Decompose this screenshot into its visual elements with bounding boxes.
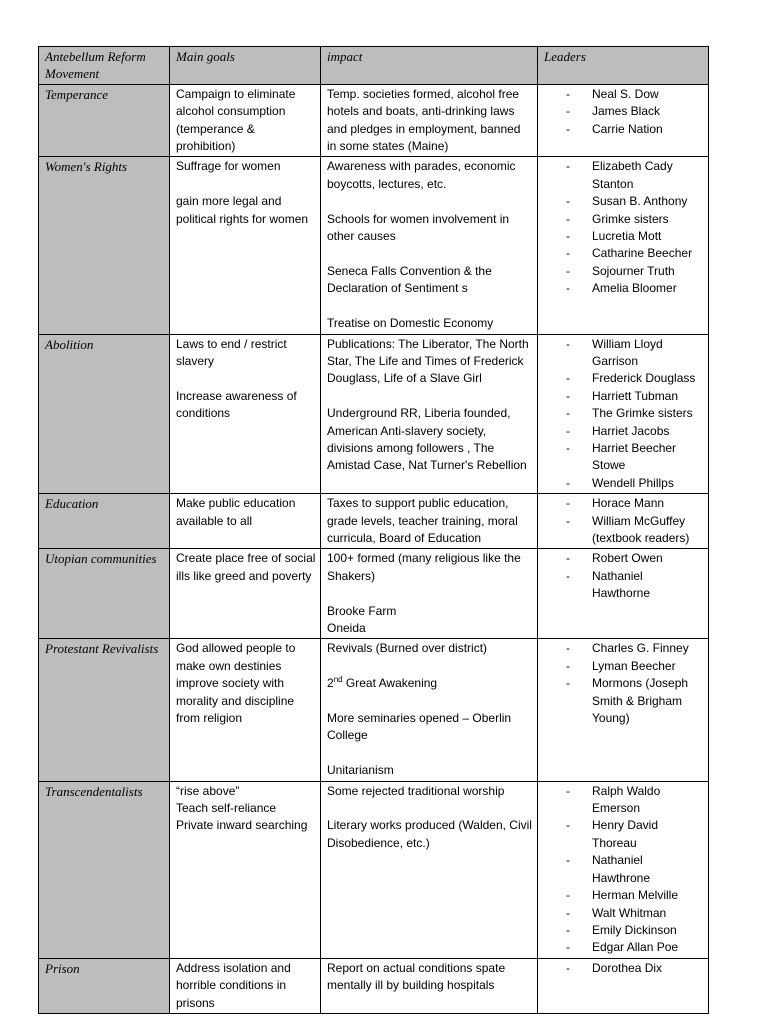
goals-cell [170,639,321,781]
table-body [39,84,709,1013]
impact-line: Treatise on Domestic Economy [327,316,494,331]
impact-line: Report on actual conditions spate mentally ill by building hospitals [327,960,509,993]
leader-item: - Robert Owen [566,550,704,567]
table-row [39,84,709,157]
table-row [39,958,709,1013]
leader-item: - Elizabeth Cady Stanton [566,158,704,193]
header-impact: impact [321,47,538,85]
leaders-list [544,960,704,977]
impact-cell [321,639,538,781]
impact-line [327,658,533,675]
table-row [39,781,709,958]
leader-item: - Horace Mann [566,495,704,512]
goals-cell [170,157,321,334]
leader-item: - Susan B. Anthony [566,193,704,210]
header-movement: Antebellum Reform Movement [39,47,170,85]
leaders-cell [538,494,709,549]
goals-cell [170,334,321,494]
impact-line: Unitarianism [327,763,394,778]
impact-line: 2nd Great Awakening [327,675,438,691]
leader-item: - Lucretia Mott [566,228,704,245]
leader-item: - Nathaniel Hawthrone [566,852,704,887]
leader-item: - Catharine Beecher [566,245,704,262]
goals-cell [170,494,321,549]
goal-line: Increase awareness of conditions [176,388,301,421]
goal-line: God allowed people to make own destinies improve society with morality and discipline from religion [176,641,299,726]
header-row [39,47,709,85]
leader-item: - Charles G. Finney [566,640,704,657]
leader-item: - Carrie Nation [566,121,704,138]
leader-item: - Amelia Bloomer [566,280,704,297]
impact-line: Brooke Farm [327,603,397,618]
leaders-list [544,86,704,138]
leader-item: - Harriet Beecher Stowe [566,440,704,475]
leader-item: - Harriett Tubman [566,388,704,405]
goal-line: Make public education available to all [176,496,299,528]
impact-line: 100+ formed (many religious like the Shakers) [327,551,525,583]
goal-line: Address isolation and horrible conditions in prisons [176,960,295,1010]
leader-item: - Wendell Phillps [566,475,704,492]
leader-item: - Dorothea Dix [566,960,704,977]
table-row [39,334,709,494]
goal-line: Suffrage for women [176,159,281,174]
impact-line [327,298,533,315]
impact-line: Revivals (Burned over district) [327,641,488,656]
impact-line [327,693,533,710]
leader-item: - Walt Whitman [566,905,704,922]
goal-line: Private inward searching [176,818,308,833]
movement-cell: Protestant Revivalists [39,639,170,781]
leaders-list [544,783,704,957]
impact-cell [321,494,538,549]
leader-item: - Grimke sisters [566,211,704,228]
goal-line [176,370,316,387]
leader-item: - Harriet Jacobs [566,423,704,440]
impact-cell [321,334,538,494]
movement-cell: Women's Rights [39,157,170,334]
leaders-cell [538,334,709,494]
leader-item: - William Lloyd Garrison [566,336,704,371]
goal-line [176,176,316,193]
impact-line [327,745,533,762]
leader-item: - James Black [566,103,704,120]
leaders-list [544,336,704,493]
table-row [39,549,709,639]
impact-line: Literary works produced (Walden, Civil Disobedience, etc.) [327,818,536,850]
goals-cell [170,781,321,958]
impact-line: Publications: The Liberator, The North Star, The Life and Times of Frederick Douglass, Life of a Slave Girl [327,336,533,386]
leader-item: - Lyman Beecher [566,658,704,675]
leader-item: - Herman Melville [566,887,704,904]
impact-cell [321,84,538,157]
movement-cell: Transcendentalists [39,781,170,958]
impact-line [327,585,533,602]
impact-line [327,193,533,210]
impact-cell [321,958,538,1013]
goals-cell [170,958,321,1013]
impact-line [327,800,533,817]
impact-line: Taxes to support public education, grade levels, teacher training, moral curricula, Board of Education [327,496,522,545]
goal-line: Teach self-reliance [176,801,277,816]
leader-item: - Henry David Thoreau [566,817,704,852]
impact-cell [321,781,538,958]
impact-line: Underground RR, Liberia founded, American Anti-slavery society, divisions among followers , The Amistad Case, Nat Turner's Rebellion [327,406,527,473]
leaders-list [544,550,704,602]
leaders-cell [538,958,709,1013]
table-row [39,157,709,334]
goal-line: Create place free of social ills like greed and poverty [176,551,319,583]
impact-line: Seneca Falls Convention & the Declaration of Sentiment s [327,263,496,296]
leader-item: - Frederick Douglass [566,370,704,387]
leaders-cell [538,781,709,958]
movement-cell: Abolition [39,334,170,494]
leaders-cell [538,549,709,639]
goals-cell [170,549,321,639]
impact-line [327,388,533,405]
leaders-cell [538,157,709,334]
movement-cell: Education [39,494,170,549]
leaders-cell [538,84,709,157]
leaders-list [544,158,704,297]
impact-cell [321,157,538,334]
movement-cell: Temperance [39,84,170,157]
impact-line: Oneida [327,621,366,635]
impact-cell [321,549,538,639]
leader-item: - Emily Dickinson [566,922,704,939]
impact-line: Temp. societies formed, alcohol free hotels and boats, anti-drinking laws and pledges in employment, banned in some states (Maine) [327,86,524,154]
impact-line: More seminaries opened – Oberlin College [327,711,515,743]
leaders-cell [538,639,709,781]
movement-cell: Prison [39,958,170,1013]
leader-item: - Nathaniel Hawthorne [566,568,704,603]
table-row [39,494,709,549]
goal-line: Campaign to eliminate alcohol consumption (temperance & prohibition) [176,86,299,154]
leader-item: - Edgar Allan Poe [566,939,704,956]
impact-line: Schools for women involvement in other causes [327,211,513,244]
impact-line: Awareness with parades, economic boycotts, lectures, etc. [327,159,519,191]
goal-line: Laws to end / restrict slavery [176,336,291,368]
leaders-list [544,640,704,727]
impact-line [327,245,533,262]
movement-cell: Utopian communities [39,549,170,639]
table-row [39,639,709,781]
leader-item: - Ralph Waldo Emerson [566,783,704,818]
goal-line: gain more legal and political rights for women [176,194,309,226]
leader-item: - Sojourner Truth [566,263,704,280]
reform-movements-table [38,46,709,1014]
leader-item: - Mormons (Joseph Smith & Brigham Young) [566,675,704,727]
leaders-list [544,495,704,547]
leader-item: - Neal S. Dow [566,86,704,103]
header-main-goals: Main goals [170,47,321,85]
goal-line: “rise above” [176,783,240,798]
leader-item: - The Grimke sisters [566,405,704,422]
goals-cell [170,84,321,157]
leader-item: - William McGuffey (textbook readers) [566,513,704,548]
header-leaders: Leaders [538,47,709,85]
impact-line: Some rejected traditional worship [327,783,505,798]
